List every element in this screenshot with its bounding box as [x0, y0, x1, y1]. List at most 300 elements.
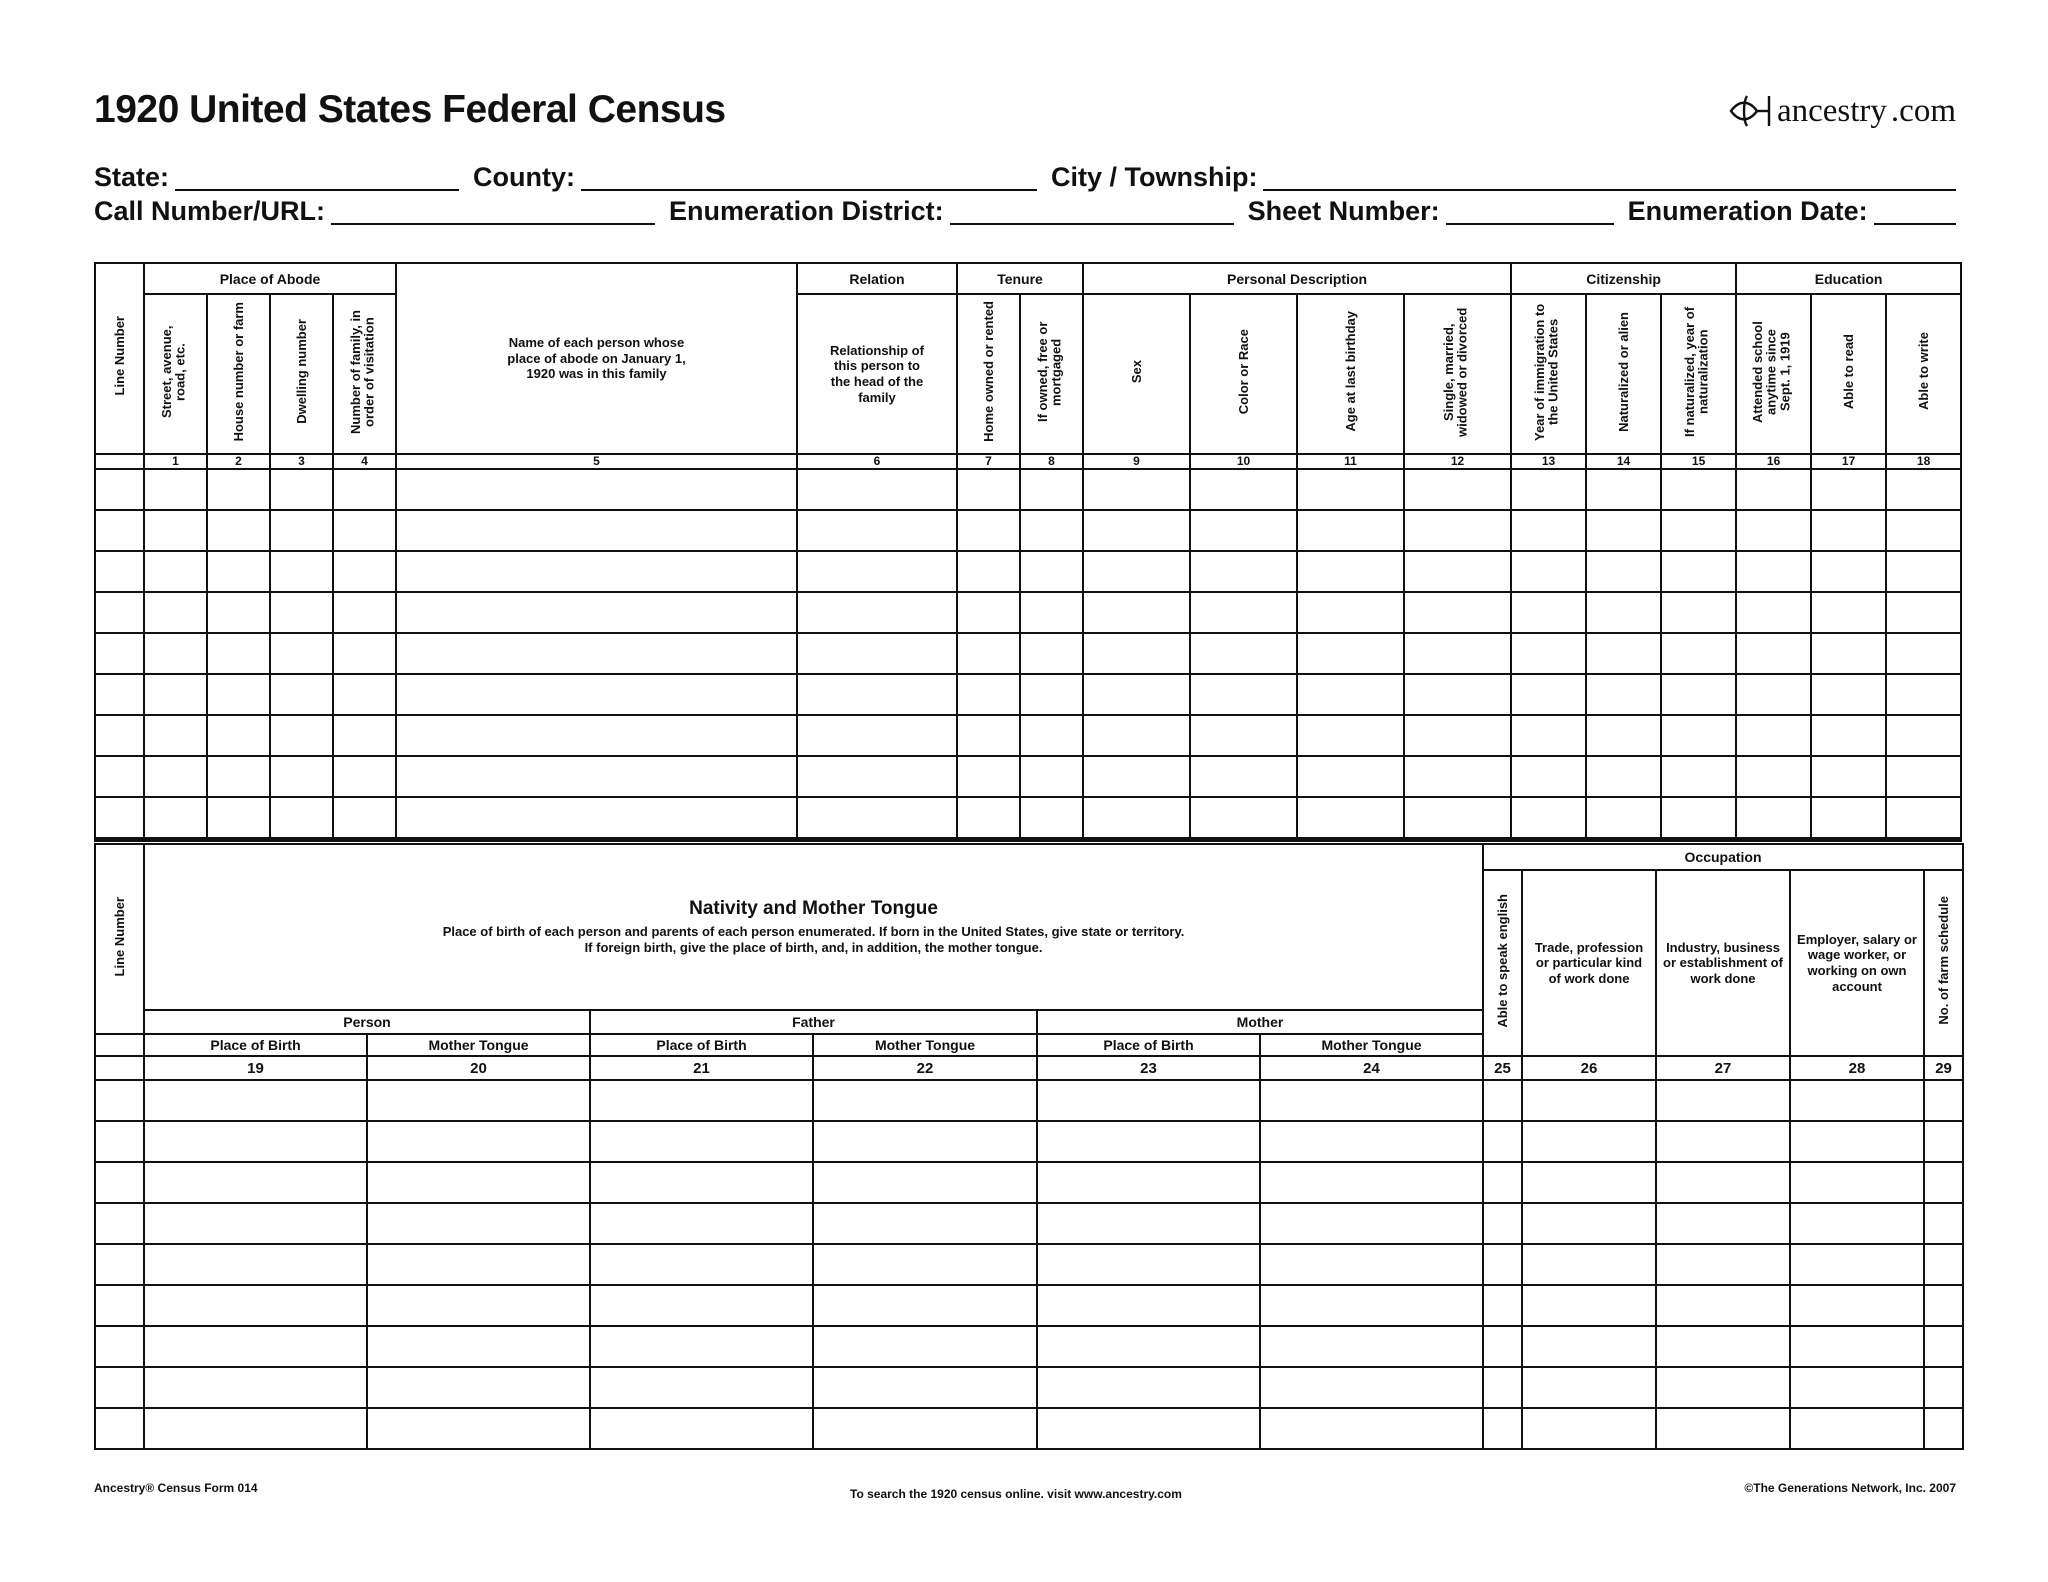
entry-cell[interactable] — [1736, 469, 1811, 510]
entry-cell[interactable] — [1037, 1162, 1260, 1203]
entry-cell[interactable] — [1483, 1285, 1522, 1326]
column-number-row — [95, 454, 1961, 469]
entry-cell[interactable] — [1522, 1244, 1656, 1285]
entry-row — [95, 1326, 1963, 1367]
sheet-number-field[interactable] — [1446, 201, 1614, 225]
entry-cell[interactable] — [1297, 469, 1404, 510]
entry-cell[interactable] — [1656, 1285, 1790, 1326]
entry-cell[interactable] — [1661, 469, 1736, 510]
entry-cell[interactable] — [1404, 633, 1511, 674]
entry-cell[interactable] — [1297, 756, 1404, 797]
entry-cell[interactable] — [1083, 469, 1190, 510]
entry-cell[interactable] — [144, 1244, 367, 1285]
entry-cell[interactable] — [1190, 510, 1297, 551]
entry-cell[interactable] — [1886, 715, 1961, 756]
entry-cell[interactable] — [1297, 510, 1404, 551]
entry-cell[interactable] — [1483, 1408, 1522, 1449]
entry-cell[interactable] — [333, 551, 396, 592]
entry-cell[interactable] — [1811, 715, 1886, 756]
entry-cell[interactable] — [957, 469, 1020, 510]
line-number-cell[interactable] — [95, 1285, 144, 1326]
entry-cell[interactable] — [1924, 1080, 1963, 1121]
entry-cell[interactable] — [1404, 674, 1511, 715]
entry-cell[interactable] — [144, 1285, 367, 1326]
entry-cell[interactable] — [1297, 551, 1404, 592]
entry-cell[interactable] — [1736, 715, 1811, 756]
entry-cell[interactable] — [1811, 633, 1886, 674]
occupation-header: Occupation — [1483, 844, 1963, 870]
entry-cell[interactable] — [1522, 1162, 1656, 1203]
entry-cell[interactable] — [207, 797, 270, 840]
entry-cell[interactable] — [1522, 1326, 1656, 1367]
entry-cell[interactable] — [1037, 1408, 1260, 1449]
entry-cell[interactable] — [1586, 592, 1661, 633]
entry-cell[interactable] — [1260, 1408, 1483, 1449]
entry-cell[interactable] — [1811, 551, 1886, 592]
entry-cell[interactable] — [1483, 1367, 1522, 1408]
entry-cell[interactable] — [1297, 592, 1404, 633]
entry-cell[interactable] — [1661, 797, 1736, 840]
entry-cell[interactable] — [144, 797, 207, 840]
entry-cell[interactable] — [333, 715, 396, 756]
entry-cell[interactable] — [1886, 469, 1961, 510]
entry-cell[interactable] — [367, 1285, 590, 1326]
entry-cell[interactable] — [590, 1162, 813, 1203]
line-number-cell[interactable] — [95, 1408, 144, 1449]
entry-cell[interactable] — [1190, 592, 1297, 633]
entry-cell[interactable] — [1656, 1162, 1790, 1203]
entry-cell[interactable] — [1811, 510, 1886, 551]
line-number-cell[interactable] — [95, 1244, 144, 1285]
entry-cell[interactable] — [1661, 674, 1736, 715]
entry-cell[interactable] — [957, 551, 1020, 592]
entry-cell[interactable] — [1190, 551, 1297, 592]
entry-cell[interactable] — [957, 797, 1020, 840]
entry-cell[interactable] — [1404, 551, 1511, 592]
entry-cell[interactable] — [367, 1244, 590, 1285]
entry-cell[interactable] — [144, 1203, 367, 1244]
entry-cell[interactable] — [797, 715, 957, 756]
line-number-cell[interactable] — [95, 797, 144, 840]
entry-cell[interactable] — [144, 551, 207, 592]
entry-cell[interactable] — [1037, 1326, 1260, 1367]
entry-cell[interactable] — [813, 1326, 1037, 1367]
entry-cell[interactable] — [144, 1121, 367, 1162]
entry-cell[interactable] — [1811, 756, 1886, 797]
entry-cell[interactable] — [1811, 674, 1886, 715]
entry-cell[interactable] — [590, 1367, 813, 1408]
entry-cell[interactable] — [1656, 1408, 1790, 1449]
entry-cell[interactable] — [1020, 674, 1083, 715]
entry-cell[interactable] — [396, 674, 797, 715]
entry-cell[interactable] — [1260, 1326, 1483, 1367]
entry-cell[interactable] — [1511, 551, 1586, 592]
entry-cell[interactable] — [1483, 1244, 1522, 1285]
entry-cell[interactable] — [1190, 469, 1297, 510]
line-number-cell[interactable] — [95, 510, 144, 551]
entry-cell[interactable] — [1190, 674, 1297, 715]
entry-cell[interactable] — [144, 1326, 367, 1367]
entry-cell[interactable] — [1586, 510, 1661, 551]
entry-cell[interactable] — [270, 551, 333, 592]
entry-cell[interactable] — [1511, 797, 1586, 840]
entry-cell[interactable] — [1586, 715, 1661, 756]
entry-cell[interactable] — [1522, 1367, 1656, 1408]
entry-cell[interactable] — [1656, 1367, 1790, 1408]
line-number-cell[interactable] — [95, 633, 144, 674]
entry-cell[interactable] — [1190, 756, 1297, 797]
entry-cell[interactable] — [1656, 1244, 1790, 1285]
entry-row — [95, 797, 1961, 840]
entry-cell[interactable] — [1083, 592, 1190, 633]
entry-cell[interactable] — [333, 633, 396, 674]
entry-cell[interactable] — [333, 674, 396, 715]
entry-cell[interactable] — [1083, 674, 1190, 715]
entry-cell[interactable] — [1020, 551, 1083, 592]
entry-cell[interactable] — [1790, 1244, 1924, 1285]
entry-cell[interactable] — [1297, 715, 1404, 756]
entry-cell[interactable] — [396, 715, 797, 756]
entry-cell[interactable] — [590, 1080, 813, 1121]
entry-cell[interactable] — [333, 592, 396, 633]
line-number-cell[interactable] — [95, 551, 144, 592]
entry-cell[interactable] — [270, 756, 333, 797]
entry-cell[interactable] — [1020, 715, 1083, 756]
entry-cell[interactable] — [1924, 1285, 1963, 1326]
entry-cell[interactable] — [207, 715, 270, 756]
entry-cell[interactable] — [1736, 633, 1811, 674]
entry-cell[interactable] — [590, 1326, 813, 1367]
entry-cell[interactable] — [1404, 756, 1511, 797]
entry-cell[interactable] — [590, 1203, 813, 1244]
entry-cell[interactable] — [1522, 1285, 1656, 1326]
enumeration-date-field[interactable] — [1874, 201, 1956, 225]
entry-cell[interactable] — [797, 469, 957, 510]
entry-cell[interactable] — [207, 756, 270, 797]
entry-cell[interactable] — [270, 592, 333, 633]
entry-cell[interactable] — [1020, 592, 1083, 633]
entry-cell[interactable] — [797, 756, 957, 797]
entry-cell[interactable] — [396, 469, 797, 510]
entry-cell[interactable] — [1037, 1121, 1260, 1162]
entry-cell[interactable] — [957, 633, 1020, 674]
entry-cell[interactable] — [396, 756, 797, 797]
entry-cell[interactable] — [1886, 510, 1961, 551]
entry-cell[interactable] — [813, 1244, 1037, 1285]
entry-cell[interactable] — [207, 633, 270, 674]
entry-cell[interactable] — [1661, 715, 1736, 756]
entry-cell[interactable] — [1404, 592, 1511, 633]
entry-cell[interactable] — [813, 1203, 1037, 1244]
column-number: 29 — [1924, 1056, 1963, 1080]
entry-cell[interactable] — [333, 756, 396, 797]
entry-cell[interactable] — [590, 1121, 813, 1162]
entry-cell[interactable] — [797, 551, 957, 592]
entry-cell[interactable] — [590, 1408, 813, 1449]
entry-cell[interactable] — [813, 1408, 1037, 1449]
entry-cell[interactable] — [1736, 510, 1811, 551]
entry-cell[interactable] — [1811, 592, 1886, 633]
entry-cell[interactable] — [1020, 633, 1083, 674]
entry-cell[interactable] — [1924, 1121, 1963, 1162]
entry-cell[interactable] — [1083, 510, 1190, 551]
entry-cell[interactable] — [207, 469, 270, 510]
entry-cell[interactable] — [1790, 1162, 1924, 1203]
entry-cell[interactable] — [1656, 1121, 1790, 1162]
entry-cell[interactable] — [270, 715, 333, 756]
entry-cell[interactable] — [813, 1162, 1037, 1203]
entry-cell[interactable] — [270, 469, 333, 510]
entry-cell[interactable] — [1404, 797, 1511, 840]
entry-cell[interactable] — [797, 510, 957, 551]
state-field[interactable] — [175, 167, 459, 191]
entry-cell[interactable] — [270, 633, 333, 674]
entry-cell[interactable] — [1083, 715, 1190, 756]
entry-cell[interactable] — [144, 592, 207, 633]
entry-cell[interactable] — [957, 592, 1020, 633]
entry-cell[interactable] — [1020, 756, 1083, 797]
entry-cell[interactable] — [1260, 1285, 1483, 1326]
entry-cell[interactable] — [1511, 633, 1586, 674]
entry-cell[interactable] — [1511, 756, 1586, 797]
entry-cell[interactable] — [1924, 1408, 1963, 1449]
entry-cell[interactable] — [144, 633, 207, 674]
entry-cell[interactable] — [1404, 510, 1511, 551]
entry-cell[interactable] — [1586, 674, 1661, 715]
line-number-cell[interactable] — [95, 592, 144, 633]
line-number-cell[interactable] — [95, 756, 144, 797]
entry-cell[interactable] — [396, 592, 797, 633]
entry-cell[interactable] — [1483, 1162, 1522, 1203]
entry-cell[interactable] — [1037, 1080, 1260, 1121]
entry-cell[interactable] — [1736, 551, 1811, 592]
entry-cell[interactable] — [1790, 1203, 1924, 1244]
entry-cell[interactable] — [1886, 633, 1961, 674]
entry-cell[interactable] — [1790, 1367, 1924, 1408]
entry-cell[interactable] — [1083, 756, 1190, 797]
entry-cell[interactable] — [144, 1408, 367, 1449]
entry-cell[interactable] — [1924, 1162, 1963, 1203]
line-number-cell[interactable] — [95, 1080, 144, 1121]
entry-cell[interactable] — [333, 510, 396, 551]
entry-cell[interactable] — [144, 1367, 367, 1408]
entry-cell[interactable] — [1661, 756, 1736, 797]
entry-cell[interactable] — [590, 1244, 813, 1285]
entry-cell[interactable] — [396, 510, 797, 551]
column-number: 21 — [590, 1056, 813, 1080]
entry-cell[interactable] — [1522, 1203, 1656, 1244]
entry-cell[interactable] — [813, 1080, 1037, 1121]
city-field[interactable] — [1263, 167, 1956, 191]
entry-cell[interactable] — [1260, 1162, 1483, 1203]
county-field[interactable] — [581, 167, 1037, 191]
entry-cell[interactable] — [1190, 715, 1297, 756]
entry-cell[interactable] — [1083, 633, 1190, 674]
line-number-header: Line Number — [95, 844, 144, 1034]
entry-cell[interactable] — [367, 1121, 590, 1162]
entry-cell[interactable] — [957, 510, 1020, 551]
entry-cell[interactable] — [1260, 1244, 1483, 1285]
entry-cell[interactable] — [1736, 756, 1811, 797]
entry-cell[interactable] — [1790, 1285, 1924, 1326]
entry-cell[interactable] — [1037, 1244, 1260, 1285]
entry-cell[interactable] — [144, 756, 207, 797]
entry-cell[interactable] — [1586, 756, 1661, 797]
entry-cell[interactable] — [1886, 756, 1961, 797]
entry-cell[interactable] — [1656, 1203, 1790, 1244]
entry-cell[interactable] — [957, 756, 1020, 797]
line-number-cell[interactable] — [95, 1162, 144, 1203]
entry-cell[interactable] — [1924, 1367, 1963, 1408]
entry-cell[interactable] — [270, 797, 333, 840]
line-number-cell[interactable] — [95, 1367, 144, 1408]
column-number: 14 — [1586, 454, 1661, 469]
entry-cell[interactable] — [1404, 715, 1511, 756]
entry-cell[interactable] — [1511, 592, 1586, 633]
entry-cell[interactable] — [1522, 1408, 1656, 1449]
line-number-cell[interactable] — [95, 1121, 144, 1162]
entry-cell[interactable] — [1260, 1203, 1483, 1244]
entry-cell[interactable] — [207, 674, 270, 715]
entry-cell[interactable] — [1661, 592, 1736, 633]
entry-cell[interactable] — [1037, 1203, 1260, 1244]
entry-cell[interactable] — [1886, 797, 1961, 840]
entry-cell[interactable] — [367, 1080, 590, 1121]
city-label: City / Township: — [1051, 162, 1258, 192]
enumeration-district-field[interactable] — [950, 201, 1234, 225]
entry-cell[interactable] — [797, 797, 957, 840]
entry-cell[interactable] — [270, 510, 333, 551]
entry-cell[interactable] — [144, 715, 207, 756]
entry-cell[interactable] — [207, 510, 270, 551]
entry-cell[interactable] — [1297, 674, 1404, 715]
entry-cell[interactable] — [367, 1162, 590, 1203]
entry-cell[interactable] — [1586, 551, 1661, 592]
entry-cell[interactable] — [813, 1285, 1037, 1326]
column-number: 26 — [1522, 1056, 1656, 1080]
entry-cell[interactable] — [1020, 469, 1083, 510]
entry-cell[interactable] — [396, 551, 797, 592]
entry-cell[interactable] — [1656, 1080, 1790, 1121]
entry-cell[interactable] — [1886, 592, 1961, 633]
line-number-cell[interactable] — [95, 1326, 144, 1367]
entry-cell[interactable] — [1297, 797, 1404, 840]
entry-cell[interactable] — [1656, 1326, 1790, 1367]
entry-cell[interactable] — [813, 1121, 1037, 1162]
entry-cell[interactable] — [1886, 551, 1961, 592]
entry-cell[interactable] — [1811, 797, 1886, 840]
entry-cell[interactable] — [1483, 1203, 1522, 1244]
entry-cell[interactable] — [144, 674, 207, 715]
entry-cell[interactable] — [1037, 1285, 1260, 1326]
entry-cell[interactable] — [957, 715, 1020, 756]
entry-cell[interactable] — [1586, 797, 1661, 840]
entry-cell[interactable] — [333, 797, 396, 840]
entry-cell[interactable] — [1790, 1121, 1924, 1162]
entry-cell[interactable] — [1736, 592, 1811, 633]
entry-cell[interactable] — [1924, 1244, 1963, 1285]
entry-cell[interactable] — [1083, 551, 1190, 592]
entry-cell[interactable] — [1260, 1367, 1483, 1408]
entry-cell[interactable] — [1586, 469, 1661, 510]
entry-cell[interactable] — [1297, 633, 1404, 674]
entry-cell[interactable] — [1790, 1408, 1924, 1449]
entry-cell[interactable] — [1736, 674, 1811, 715]
entry-cell[interactable] — [270, 674, 333, 715]
entry-cell[interactable] — [144, 510, 207, 551]
col-immigration-year-header: Year of immigration to the United States — [1511, 294, 1586, 454]
entry-cell[interactable] — [1790, 1326, 1924, 1367]
entry-cell[interactable] — [1020, 797, 1083, 840]
entry-cell[interactable] — [144, 469, 207, 510]
entry-cell[interactable] — [367, 1367, 590, 1408]
entry-cell[interactable] — [1511, 674, 1586, 715]
entry-cell[interactable] — [1083, 797, 1190, 840]
entry-cell[interactable] — [1661, 551, 1736, 592]
entry-cell[interactable] — [1260, 1080, 1483, 1121]
entry-cell[interactable] — [797, 592, 957, 633]
line-number-cell[interactable] — [95, 1203, 144, 1244]
line-number-cell[interactable] — [95, 715, 144, 756]
entry-cell[interactable] — [1511, 469, 1586, 510]
entry-cell[interactable] — [1483, 1080, 1522, 1121]
entry-cell[interactable] — [797, 674, 957, 715]
relation-header: Relation — [797, 263, 957, 294]
entry-cell[interactable] — [1511, 715, 1586, 756]
entry-cell[interactable] — [1661, 510, 1736, 551]
entry-cell[interactable] — [1190, 633, 1297, 674]
entry-cell[interactable] — [396, 797, 797, 840]
entry-cell[interactable] — [1661, 633, 1736, 674]
name-header: Name of each person whose place of abode on January 1, 1920 was in this family — [396, 263, 797, 454]
entry-cell[interactable] — [797, 633, 957, 674]
entry-cell[interactable] — [1483, 1121, 1522, 1162]
entry-cell[interactable] — [144, 1080, 367, 1121]
entry-cell[interactable] — [367, 1326, 590, 1367]
entry-cell[interactable] — [1736, 797, 1811, 840]
entry-cell[interactable] — [367, 1408, 590, 1449]
entry-cell[interactable] — [1511, 510, 1586, 551]
entry-cell[interactable] — [590, 1285, 813, 1326]
entry-cell[interactable] — [1522, 1121, 1656, 1162]
citizenship-header: Citizenship — [1511, 263, 1736, 294]
entry-cell[interactable] — [1037, 1367, 1260, 1408]
entry-cell[interactable] — [1811, 469, 1886, 510]
entry-cell[interactable] — [1790, 1080, 1924, 1121]
entry-cell[interactable] — [1190, 797, 1297, 840]
line-number-cell[interactable] — [95, 469, 144, 510]
entry-cell[interactable] — [1483, 1326, 1522, 1367]
entry-cell[interactable] — [1260, 1121, 1483, 1162]
entry-cell[interactable] — [957, 674, 1020, 715]
entry-cell[interactable] — [1924, 1326, 1963, 1367]
entry-cell[interactable] — [333, 469, 396, 510]
call-number-field[interactable] — [331, 201, 655, 225]
entry-cell[interactable] — [1886, 674, 1961, 715]
entry-cell[interactable] — [1924, 1203, 1963, 1244]
entry-cell[interactable] — [144, 1162, 367, 1203]
entry-cell[interactable] — [1404, 469, 1511, 510]
entry-cell[interactable] — [367, 1203, 590, 1244]
entry-cell[interactable] — [207, 551, 270, 592]
entry-cell[interactable] — [813, 1367, 1037, 1408]
line-number-cell[interactable] — [95, 674, 144, 715]
entry-cell[interactable] — [207, 592, 270, 633]
entry-cell[interactable] — [396, 633, 797, 674]
entry-cell[interactable] — [1020, 510, 1083, 551]
entry-cell[interactable] — [1586, 633, 1661, 674]
entry-cell[interactable] — [1522, 1080, 1656, 1121]
